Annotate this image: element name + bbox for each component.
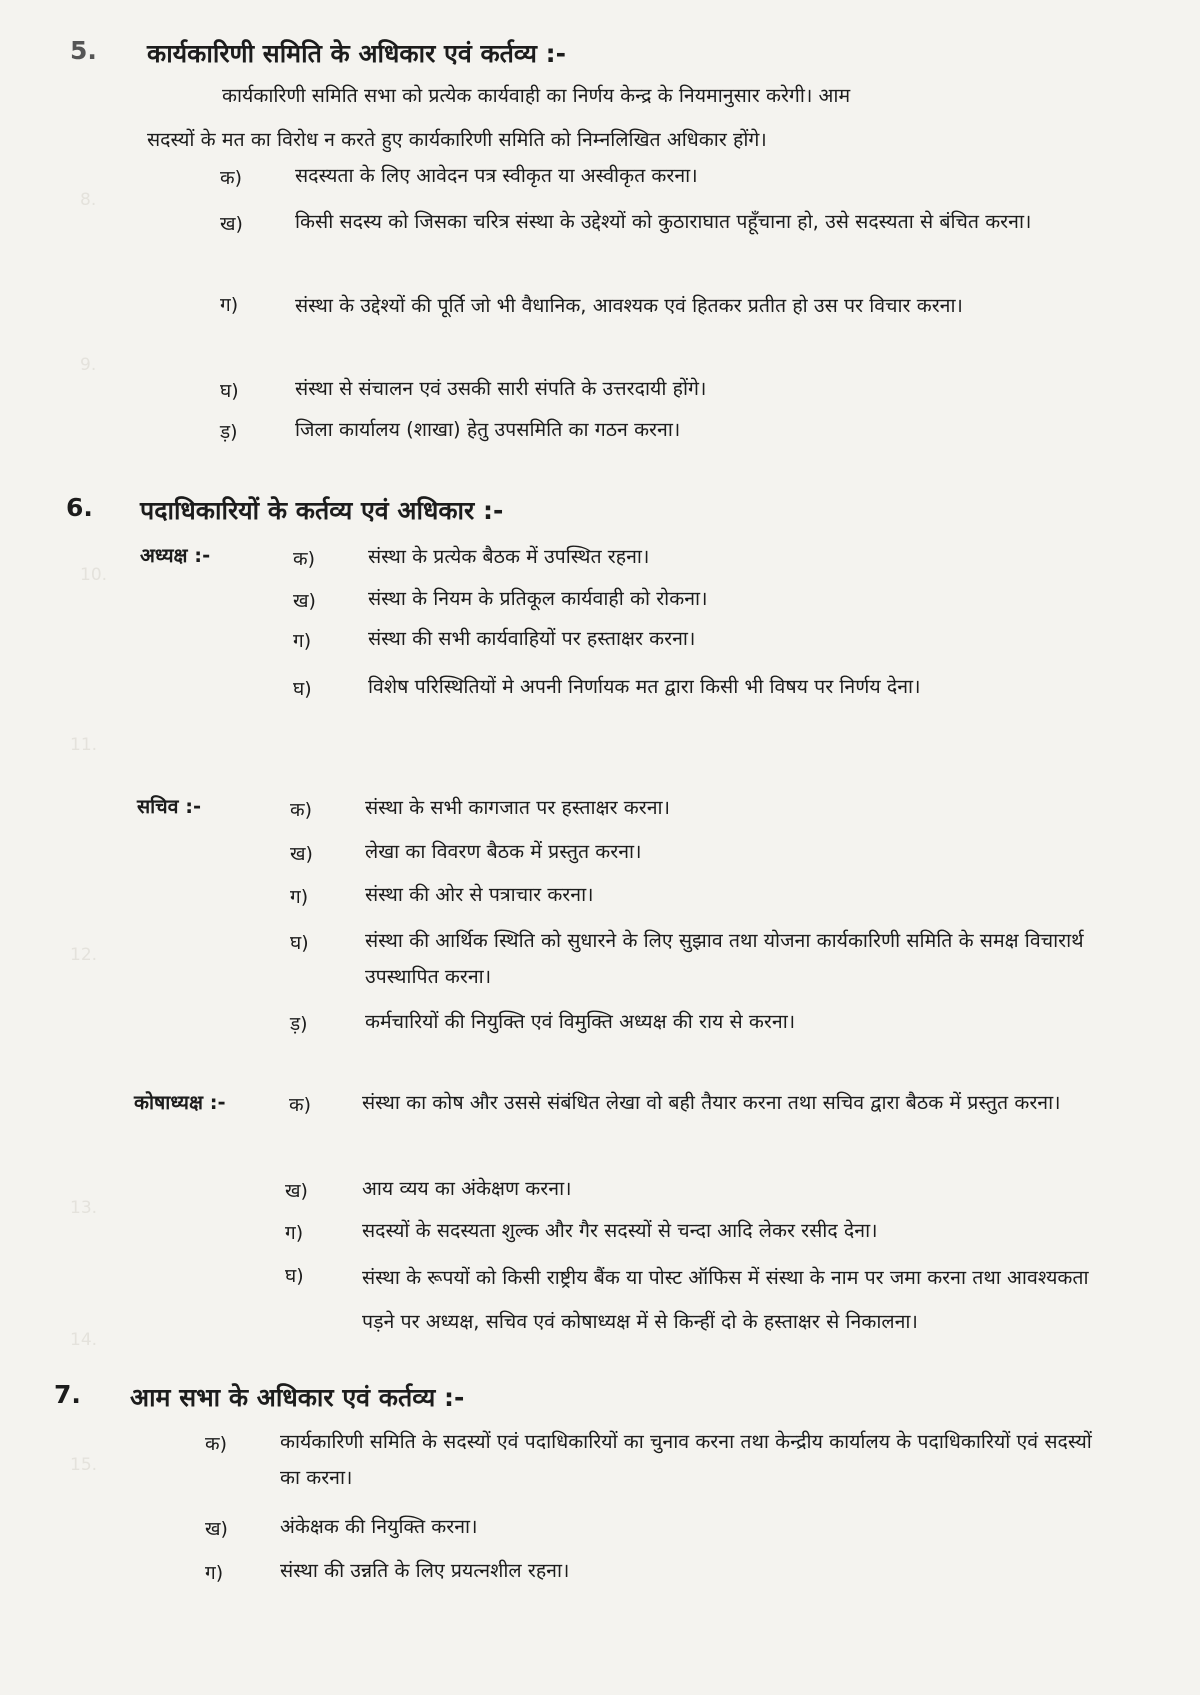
list-item-text: विशेष परिस्थितियों मे अपनी निर्णायक मत द्वारा किसी भी विषय पर निर्णय देना। (368, 675, 921, 698)
list-marker: घ) (285, 1265, 304, 1287)
section-5-intro-line-2: सदस्यों के मत का विरोध न करते हुए कार्यकारिणी समिति को निम्नलिखित अधिकार होंगे। (147, 128, 767, 151)
list-item-text: कार्यकारिणी समिति के सदस्यों एवं पदाधिकारियों का चुनाव करना तथा केन्द्रीय कार्यालय के पदाधिकारियों एवं सदस्यों का करना। (280, 1430, 1092, 1489)
list-marker: ख) (220, 213, 243, 235)
list-marker: ग) (290, 886, 309, 908)
list-marker: ग) (293, 630, 312, 652)
list-item-text: संस्था के प्रत्येक बैठक में उपस्थित रहना। (368, 545, 650, 568)
list-item-text: संस्था के नियम के प्रतिकूल कार्यवाही को रोकना। (368, 587, 708, 610)
list-item-text: अंकेक्षक की नियुक्ति करना। (280, 1515, 478, 1538)
bleed-through-mark: 13. (70, 1198, 98, 1218)
list-item-text: संस्था की सभी कार्यवाहियों पर हस्ताक्षर करना। (368, 627, 696, 650)
role-label-treasurer: कोषाध्यक्ष :- (134, 1091, 226, 1114)
bleed-through-mark: 9. (80, 355, 97, 375)
list-marker: घ) (290, 932, 309, 954)
list-marker: क) (290, 799, 313, 821)
list-marker: घ) (293, 678, 312, 700)
bleed-through-mark: 10. (80, 565, 108, 585)
section-5-intro-line-1: कार्यकारिणी समिति सभा को प्रत्येक कार्यवाही का निर्णय केन्द्र के नियमानुसार करेगी। आम (222, 84, 851, 107)
list-item-text: जिला कार्यालय (शाखा) हेतु उपसमिति का गठन करना। (295, 418, 681, 441)
bleed-through-mark: 8. (80, 190, 97, 210)
list-marker: ग) (205, 1562, 224, 1584)
list-item-text: सदस्यों के सदस्यता शुल्क और गैर सदस्यों से चन्दा आदि लेकर रसीद देना। (362, 1219, 878, 1242)
list-marker: ख) (293, 590, 316, 612)
bleed-through-mark: 12. (70, 945, 98, 965)
list-item-text: आय व्यय का अंकेक्षण करना। (362, 1177, 572, 1200)
bleed-through-mark: 11. (70, 735, 98, 755)
list-item-text: संस्था से संचालन एवं उसकी सारी संपति के उत्तरदायी होंगे। (295, 377, 707, 400)
list-marker: क) (205, 1433, 228, 1455)
role-label-secretary: सचिव :- (137, 795, 202, 818)
list-item-text: संस्था का कोष और उससे संबंधित लेखा वो बही तैयार करना तथा सचिव द्वारा बैठक में प्रस्तुत करना। (362, 1091, 1061, 1114)
list-item-text: संस्था की उन्नति के लिए प्रयत्नशील रहना। (280, 1559, 570, 1582)
section-number-6: 6. (66, 493, 93, 522)
list-item-text: संस्था के सभी कागजात पर हस्ताक्षर करना। (365, 796, 670, 819)
list-marker: ड़) (290, 1013, 308, 1035)
section-number-7: 7. (54, 1380, 81, 1409)
section-title-7: आम सभा के अधिकार एवं कर्तव्य :- (130, 1383, 465, 1412)
list-marker: क) (220, 167, 243, 189)
bleed-through-mark: 15. (70, 1455, 98, 1475)
list-marker: घ) (220, 380, 239, 402)
section-title-5: कार्यकारिणी समिति के अधिकार एवं कर्तव्य :- (147, 39, 567, 68)
list-marker: क) (289, 1094, 312, 1116)
list-marker: क) (293, 548, 316, 570)
list-item-text: किसी सदस्य को जिसका चरित्र संस्था के उद्देश्यों को कुठाराघात पहूँचाना हो, उसे सदस्यता से बंचित करना। (295, 210, 1032, 233)
list-item-text: संस्था के उद्देश्यों की पूर्ति जो भी वैधानिक, आवश्यक एवं हितकर प्रतीत हो उस पर विचार करना। (295, 294, 963, 317)
list-item-text: संस्था के रूपयों को किसी राष्ट्रीय बैंक या पोस्ट ऑफिस में संस्था के नाम पर जमा करना तथा आवश्यकता पड़ने पर अध्यक्ष, सचिव एवं कोषाध्यक्ष में से किन्हीं दो के हस्ताक्षर से निकालना। (362, 1266, 1089, 1333)
list-marker: ख) (290, 843, 313, 865)
list-item-text: संस्था की ओर से पत्राचार करना। (365, 883, 594, 906)
list-marker: ड़) (220, 421, 238, 443)
bleed-through-mark: 14. (70, 1330, 98, 1350)
list-item-text: सदस्यता के लिए आवेदन पत्र स्वीकृत या अस्वीकृत करना। (295, 164, 698, 187)
list-marker: ग) (220, 294, 239, 316)
section-title-6: पदाधिकारियों के कर्तव्य एवं अधिकार :- (140, 496, 504, 525)
list-item-text: कर्मचारियों की नियुक्ति एवं विमुक्ति अध्यक्ष की राय से करना। (365, 1010, 796, 1033)
list-marker: ख) (205, 1518, 228, 1540)
role-label-president: अध्यक्ष :- (140, 544, 211, 567)
list-marker: ग) (285, 1222, 304, 1244)
list-item-text: लेखा का विवरण बैठक में प्रस्तुत करना। (365, 840, 642, 863)
list-item-text: संस्था की आर्थिक स्थिति को सुधारने के लिए सुझाव तथा योजना कार्यकारिणी समिति के समक्ष विचारार्थ उपस्थापित करना। (365, 929, 1084, 988)
section-number-5: 5. (70, 36, 97, 65)
list-marker: ख) (285, 1180, 308, 1202)
